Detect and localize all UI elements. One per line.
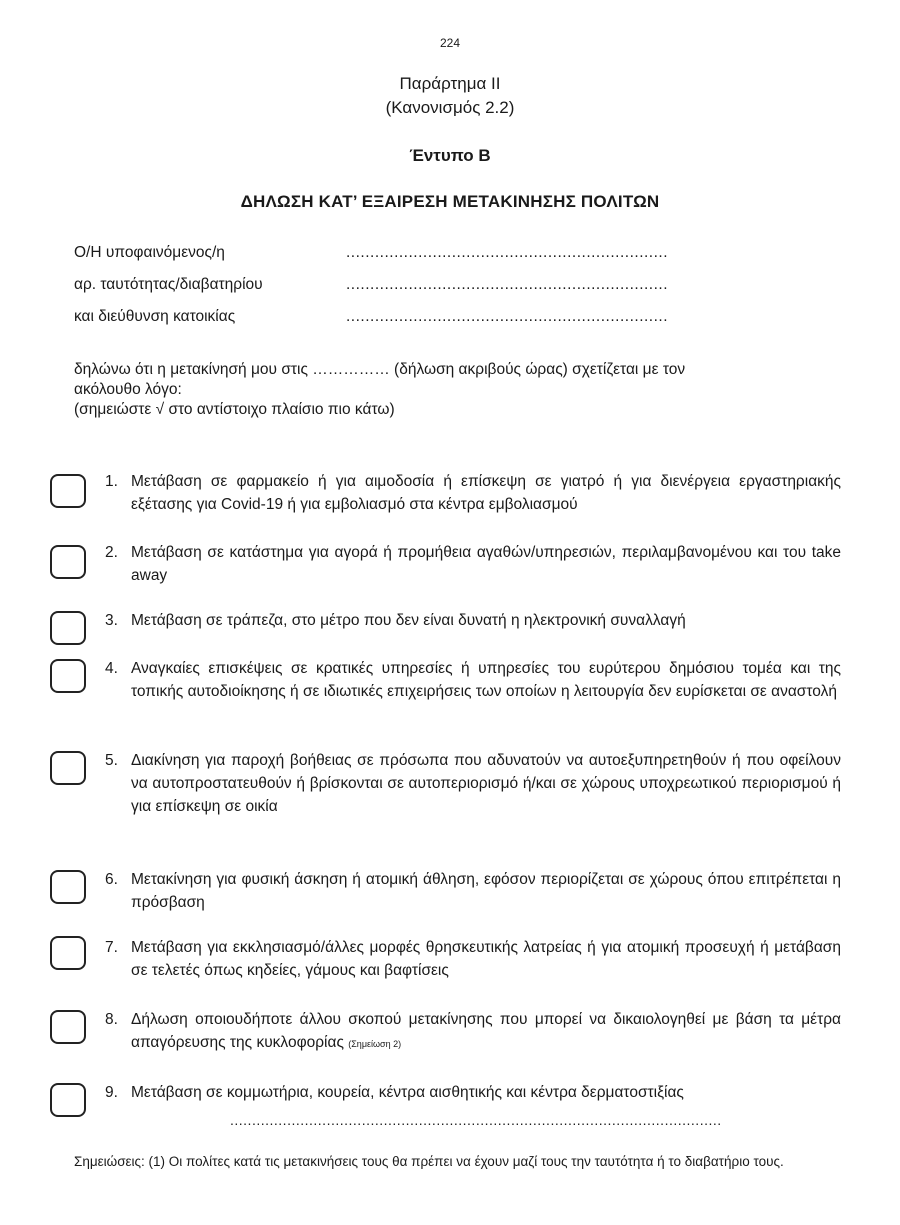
- reason-number-9: 9.: [105, 1084, 118, 1101]
- field-name-label: Ο/Η υποφαινόμενος/η: [74, 244, 225, 261]
- item-9-detail-line[interactable]: ................................................................................................................: [230, 1112, 722, 1128]
- declaration: [74, 360, 842, 420]
- field-address[interactable]: [74, 308, 774, 334]
- reason-number-4: 4.: [105, 660, 118, 677]
- reason-number-8: 8.: [105, 1011, 118, 1028]
- field-id-passport-label: αρ. ταυτότητας/διαβατηρίου: [74, 276, 263, 293]
- reason-checkbox-9[interactable]: [50, 1083, 86, 1117]
- reason-number-2: 2.: [105, 544, 118, 561]
- reason-text-4: Αναγκαίες επισκέψεις σε κρατικές υπηρεσίες ή υπηρεσίες του ευρύτερου δημόσιου τομέα και της τοπικής αυτοδιοίκησης ή σε ιδιωτικές επιχειρήσεις των οποίων η λειτουργία δεν ευρίσκεται σε αναστολή: [131, 660, 841, 700]
- reason-checkbox-6[interactable]: [50, 870, 86, 904]
- reason-number-5: 5.: [105, 752, 118, 769]
- annex-regulation: (Κανονισμός 2.2): [385, 98, 515, 117]
- form-title: Έντυπο Β: [409, 146, 491, 165]
- annex-title: Παράρτημα ΙΙ: [399, 74, 501, 93]
- reason-checkbox-2[interactable]: [50, 545, 86, 579]
- footnotes: Σημειώσεις: (1) Οι πολίτες κατά τις μετακινήσεις τους θα πρέπει να έχουν μαζί τους την ταυτότητα ή το διαβατήριο τους.: [74, 1154, 784, 1169]
- reason-text-2: Μετάβαση σε κατάστημα για αγορά ή προμήθεια αγαθών/υπηρεσιών, περιλαμβανομένου και του take away: [131, 544, 841, 584]
- reason-text-9: Μετάβαση σε κομμωτήρια, κουρεία, κέντρα αισθητικής και κέντρα δερματοστιξίας: [131, 1084, 684, 1101]
- reason-text-6: Μετακίνηση για φυσική άσκηση ή ατομική άθληση, εφόσον περιορίζεται σε χώρους όπου επιτρέπεται η πρόσβαση: [131, 871, 841, 911]
- reason-text-8: [131, 1008, 841, 1056]
- field-name-dots[interactable]: ...................................................................: [346, 244, 669, 261]
- field-address-dots[interactable]: ...................................................................: [346, 308, 669, 325]
- field-id-passport-dots[interactable]: ...................................................................: [346, 276, 669, 293]
- reason-checkbox-4[interactable]: [50, 659, 86, 693]
- reason-text-3: Μετάβαση σε τράπεζα, στο μέτρο που δεν είναι δυνατή η ηλεκτρονική συναλλαγή: [131, 612, 686, 629]
- reason-text-5: Διακίνηση για παροχή βοήθειας σε πρόσωπα που αδυνατούν να αυτοεξυπηρετηθούν ή που οφείλουν να αυτοπροστατευθούν ή βρίσκονται σε αυτοπεριορισμό ή/και σε χώρους υποχρεωτικού περιορισμού ή για επίσκεψη σε οικία: [131, 752, 841, 815]
- field-address-label: και διεύθυνση κατοικίας: [74, 308, 236, 325]
- reason-checkbox-3[interactable]: [50, 611, 86, 645]
- declaration-line-3: (σημειώστε √ στο αντίστοιχο πλαίσιο πιο κάτω): [74, 401, 395, 418]
- field-name[interactable]: [74, 244, 774, 270]
- reason-note-8: (Σημείωση 2): [348, 1039, 402, 1049]
- reason-text-8-main: Δήλωση οποιουδήποτε άλλου σκοπού μετακίνησης που μπορεί να δικαιολογηθεί με βάση τα μέτρα απαγόρευσης της κυκλοφορίας: [131, 1011, 841, 1051]
- reason-checkbox-7[interactable]: [50, 936, 86, 970]
- annex-header: [0, 72, 900, 120]
- declaration-line-1: δηλώνω ότι η μετακίνησή μου στις …………… (δήλωση ακριβούς ώρας) σχετίζεται με τον: [74, 361, 686, 378]
- reason-checkbox-5[interactable]: [50, 751, 86, 785]
- page-number: 224: [439, 36, 461, 50]
- reason-number-7: 7.: [105, 939, 118, 956]
- document-heading: ΔΗΛΩΣΗ ΚΑΤ’ ΕΞΑΙΡΕΣΗ ΜΕΤΑΚΙΝΗΣΗΣ ΠΟΛΙΤΩΝ: [240, 192, 660, 211]
- field-id-passport[interactable]: [74, 276, 774, 302]
- reason-number-6: 6.: [105, 871, 118, 888]
- reason-text-7: Μετάβαση για εκκλησιασμό/άλλες μορφές θρησκευτικής λατρείας ή για ατομική προσευχή ή μετάβαση σε τελετές όπως κηδείες, γάμους και βαφτίσεις: [131, 939, 841, 979]
- reason-text-1: Μετάβαση σε φαρμακείο ή για αιμοδοσία ή επίσκεψη σε γιατρό ή για διενέργεια εργαστηριακής εξέτασης για Covid-19 ή για εμβολιασμό στα κέντρα εμβολιασμού: [131, 473, 841, 513]
- reason-checkbox-1[interactable]: [50, 474, 86, 508]
- reason-number-1: 1.: [105, 473, 118, 490]
- reason-number-3: 3.: [105, 612, 118, 629]
- declaration-line-2: ακόλουθο λόγο:: [74, 381, 182, 398]
- reason-checkbox-8[interactable]: [50, 1010, 86, 1044]
